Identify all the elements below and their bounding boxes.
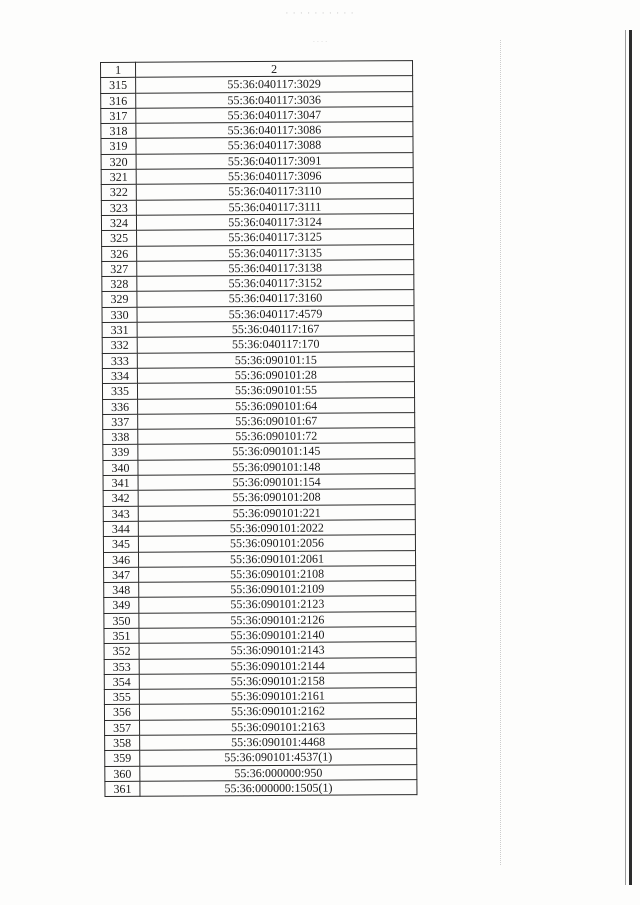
row-number: 358	[105, 735, 140, 751]
row-number: 338	[103, 429, 138, 445]
row-number: 336	[103, 399, 138, 415]
scan-artifact-line	[500, 40, 502, 865]
row-number: 340	[103, 460, 138, 476]
cadastral-number: 55:36:090101:15	[137, 351, 414, 368]
cadastral-number: 55:36:090101:2126	[139, 611, 416, 628]
row-number: 361	[105, 781, 140, 797]
row-number: 315	[101, 78, 136, 94]
cadastral-number: 55:36:040117:3036	[136, 91, 413, 108]
cadastral-number: 55:36:000000:950	[140, 764, 417, 781]
column-header-number: 1	[101, 62, 136, 78]
cadastral-number: 55:36:040117:167	[137, 321, 414, 338]
row-number: 339	[103, 445, 138, 461]
row-number: 345	[103, 536, 138, 552]
row-number: 331	[102, 322, 137, 338]
cadastral-number: 55:36:040117:3029	[136, 76, 413, 93]
row-number: 326	[102, 246, 137, 262]
row-number: 323	[101, 200, 136, 216]
row-number: 328	[102, 276, 137, 292]
cadastral-number: 55:36:090101:2143	[139, 642, 416, 659]
row-number: 352	[104, 644, 139, 660]
cadastral-number: 55:36:040117:3135	[137, 244, 414, 261]
row-number: 322	[101, 185, 136, 201]
row-number: 321	[101, 169, 136, 185]
cadastral-number: 55:36:090101:208	[138, 489, 415, 506]
cadastral-number: 55:36:090101:64	[138, 397, 415, 414]
row-number: 337	[103, 414, 138, 430]
row-number: 349	[104, 598, 139, 614]
row-number: 346	[103, 552, 138, 568]
row-number: 335	[102, 384, 137, 400]
cadastral-number: 55:36:090101:4468	[140, 734, 417, 751]
cadastral-number: 55:36:090101:28	[137, 367, 414, 384]
row-number: 320	[101, 154, 136, 170]
row-number: 351	[104, 628, 139, 644]
cadastral-number: 55:36:090101:55	[137, 382, 414, 399]
row-number: 359	[105, 751, 140, 767]
cadastral-number: 55:36:090101:2061	[138, 550, 415, 567]
row-number: 327	[102, 261, 137, 277]
cadastral-number: 55:36:090101:67	[138, 412, 415, 429]
cadastral-number: 55:36:090101:2144	[139, 657, 416, 674]
cadastral-number: 55:36:040117:3091	[136, 152, 413, 169]
cadastral-number: 55:36:040117:3138	[137, 259, 414, 276]
row-number: 319	[101, 139, 136, 155]
page-edge-line	[629, 30, 632, 885]
cadastral-number: 55:36:090101:154	[138, 474, 415, 491]
cadastral-number: 55:36:040117:170	[137, 336, 414, 353]
row-number: 329	[102, 292, 137, 308]
cadastral-number: 55:36:040117:3096	[136, 168, 413, 185]
cadastral-number: 55:36:090101:2109	[139, 581, 416, 598]
cadastral-number: 55:36:040117:3110	[136, 183, 413, 200]
cadastral-number: 55:36:090101:2056	[138, 535, 415, 552]
cadastral-number: 55:36:040117:3152	[137, 275, 414, 292]
cadastral-number: 55:36:040117:3088	[136, 137, 413, 154]
row-number: 350	[104, 613, 139, 629]
row-number: 325	[102, 231, 137, 247]
row-number: 347	[104, 567, 139, 583]
table-row	[105, 780, 417, 797]
cadastral-number: 55:36:090101:2140	[139, 627, 416, 644]
row-number: 317	[101, 108, 136, 124]
row-number: 333	[102, 353, 137, 369]
row-number: 341	[103, 475, 138, 491]
row-number: 330	[102, 307, 137, 323]
row-number: 355	[104, 689, 139, 705]
faint-subheader-text: · · · ·	[312, 38, 328, 46]
cadastral-number: 55:36:040117:3047	[136, 106, 413, 123]
page-edge-line-thin	[625, 30, 626, 885]
cadastral-number: 55:36:090101:2158	[139, 672, 416, 689]
cadastral-number: 55:36:090101:221	[138, 504, 415, 521]
row-number: 360	[105, 766, 140, 782]
row-number: 316	[101, 93, 136, 109]
cadastral-number-table	[100, 60, 417, 797]
cadastral-number: 55:36:090101:2108	[139, 565, 416, 582]
cadastral-number: 55:36:090101:4537(1)	[140, 749, 417, 766]
row-number: 324	[101, 215, 136, 231]
row-number: 318	[101, 123, 136, 139]
cadastral-number: 55:36:090101:2022	[138, 519, 415, 536]
cadastral-number: 55:36:040117:3111	[136, 198, 413, 215]
row-number: 343	[103, 506, 138, 522]
cadastral-number: 55:36:000000:1505(1)	[140, 780, 417, 797]
faint-header-text: · · · · · · · · · ·	[285, 8, 355, 18]
row-number: 334	[102, 368, 137, 384]
row-number: 332	[102, 338, 137, 354]
row-number: 354	[104, 674, 139, 690]
cadastral-number: 55:36:040117:3160	[137, 290, 414, 307]
column-header-code: 2	[136, 61, 413, 78]
cadastral-number: 55:36:090101:2123	[139, 596, 416, 613]
row-number: 344	[103, 521, 138, 537]
cadastral-number: 55:36:090101:2161	[139, 688, 416, 705]
cadastral-number: 55:36:090101:2163	[140, 718, 417, 735]
row-number: 356	[104, 705, 139, 721]
cadastral-number: 55:36:040117:3124	[136, 214, 413, 231]
cadastral-number: 55:36:040117:3086	[136, 122, 413, 139]
cadastral-number: 55:36:040117:3125	[137, 229, 414, 246]
row-number: 357	[105, 720, 140, 736]
row-number: 348	[104, 582, 139, 598]
cadastral-number: 55:36:090101:2162	[139, 703, 416, 720]
cadastral-number: 55:36:090101:145	[138, 443, 415, 460]
cadastral-number: 55:36:040117:4579	[137, 305, 414, 322]
row-number: 342	[103, 491, 138, 507]
cadastral-number: 55:36:090101:148	[138, 458, 415, 475]
row-number: 353	[104, 659, 139, 675]
cadastral-number: 55:36:090101:72	[138, 428, 415, 445]
